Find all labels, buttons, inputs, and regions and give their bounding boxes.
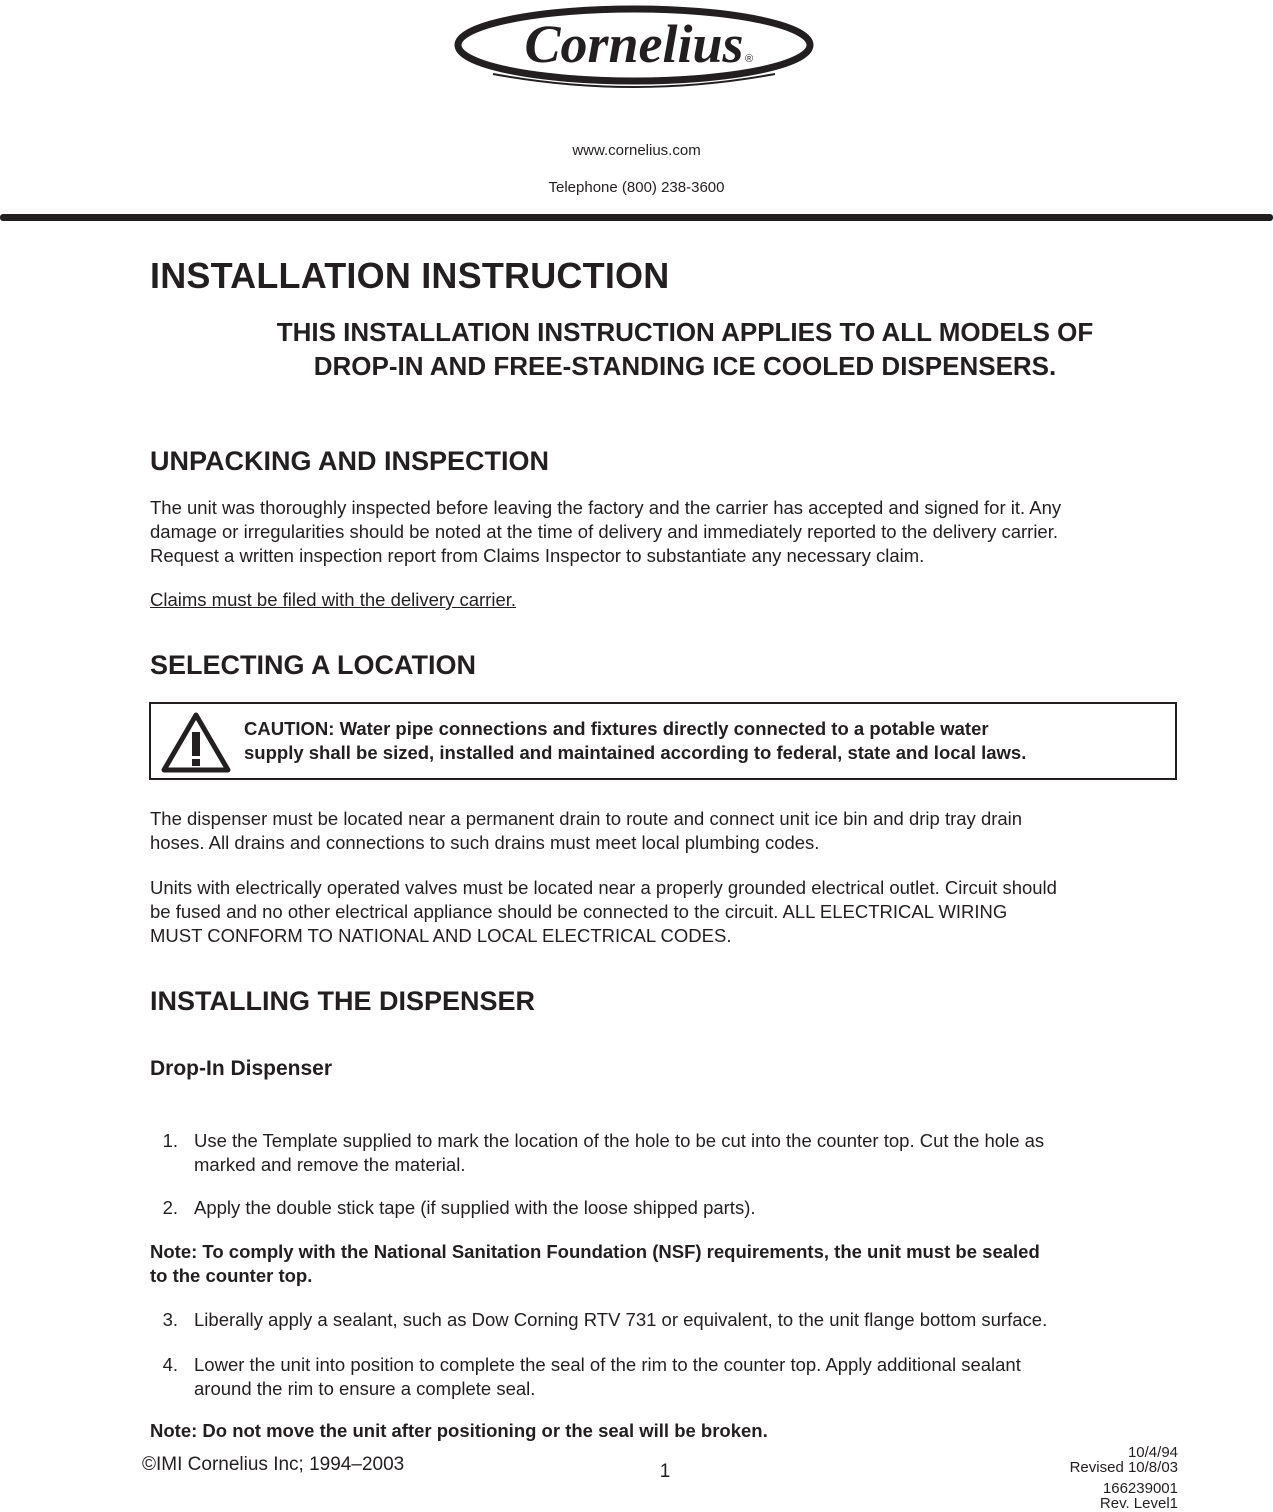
footer-date: 10/4/94 xyxy=(1127,1444,1178,1461)
page-number: 1 xyxy=(659,1461,671,1482)
unpacking-text-line-1: The unit was thoroughly inspected before leaving the factory and the carrier has accepted and signed for it. Any xyxy=(150,497,1062,518)
caution-text xyxy=(244,717,1164,765)
location-p2-line-3: MUST CONFORM TO NATIONAL AND LOCAL ELECTRICAL CODES. xyxy=(150,925,732,946)
caution-line-1: CAUTION: Water pipe connections and fixtures directly connected to a potable water xyxy=(244,718,989,739)
svg-text:®: ® xyxy=(745,53,754,65)
subtitle-line-2: DROP-IN AND FREE-STANDING ICE COOLED DISPENSERS. xyxy=(313,351,1057,381)
step-3-number: 3. xyxy=(162,1309,178,1330)
step-2-line-1: Apply the double stick tape (if supplied with the loose shipped parts). xyxy=(194,1197,756,1218)
nsf-note-line-2: to the counter top. xyxy=(150,1265,313,1286)
location-heading: SELECTING A LOCATION xyxy=(150,650,476,680)
location-p1-line-1: The dispenser must be located near a permanent drain to route and connect unit ice bin and drip tray drain xyxy=(150,808,1023,829)
website-text: www.cornelius.com xyxy=(572,142,701,159)
step-1-number: 1. xyxy=(162,1130,178,1151)
nsf-note-line-1: Note: To comply with the National Sanitation Foundation (NSF) requirements, the unit must be sealed xyxy=(150,1241,1040,1262)
footer-part-number: 166239001 xyxy=(1102,1480,1178,1497)
step-3-line-1: Liberally apply a sealant, such as Dow Corning RTV 731 or equivalent, to the unit flange bottom surface. xyxy=(194,1309,1048,1330)
page-title: INSTALLATION INSTRUCTION xyxy=(150,255,670,296)
step-4-line-2: around the rim to ensure a complete seal. xyxy=(194,1378,536,1399)
unpacking-heading: UNPACKING AND INSPECTION xyxy=(150,446,550,476)
drop-in-subheading: Drop-In Dispenser xyxy=(150,1057,333,1080)
location-p2-line-2: be fused and no other electrical appliance should be connected to the circuit. ALL ELECTRICAL WIRING xyxy=(150,901,1008,922)
step-2-number: 2. xyxy=(162,1197,178,1218)
claims-note: Claims must be filed with the delivery carrier. xyxy=(150,589,517,610)
location-p2-line-1: Units with electrically operated valves must be located near a properly grounded electrical outlet. Circuit should xyxy=(150,877,1057,898)
step-1-line-2: marked and remove the material. xyxy=(194,1154,466,1175)
location-p1-line-2: hoses. All drains and connections to such drains must meet local plumbing codes. xyxy=(150,832,820,853)
svg-text:Cornelius: Cornelius xyxy=(524,14,744,74)
step-4-number: 4. xyxy=(162,1354,178,1375)
installing-heading: INSTALLING THE DISPENSER xyxy=(150,986,536,1016)
step-4-line-1: Lower the unit into position to complete the seal of the rim to the counter top. Apply additional sealant xyxy=(194,1354,1021,1375)
telephone-text: Telephone (800) 238-3600 xyxy=(548,179,725,196)
unpacking-text-line-2: damage or irregularities should be noted at the time of delivery and immediately reported to the delivery carrier. xyxy=(150,521,1058,542)
caution-line-2: supply shall be sized, installed and maintained according to federal, state and local laws. xyxy=(244,742,1027,763)
seal-note: Note: Do not move the unit after positioning or the seal will be broken. xyxy=(150,1420,768,1441)
step-1-line-1: Use the Template supplied to mark the location of the hole to be cut into the counter top. Cut the hole as xyxy=(194,1130,1045,1151)
unpacking-text-line-3: Request a written inspection report from Claims Inspector to substantiate any necessary claim. xyxy=(150,545,925,566)
footer-rev-level: Rev. Level1 xyxy=(1099,1495,1178,1512)
subtitle-line-1: THIS INSTALLATION INSTRUCTION APPLIES TO ALL MODELS OF xyxy=(276,317,1094,347)
header-divider xyxy=(0,214,1273,221)
copyright-text: ©IMI Cornelius Inc; 1994–2003 xyxy=(142,1454,405,1475)
warning-triangle-icon xyxy=(160,710,232,774)
cornelius-logo xyxy=(453,2,815,88)
footer-revised: Revised 10/8/03 xyxy=(1069,1459,1178,1476)
